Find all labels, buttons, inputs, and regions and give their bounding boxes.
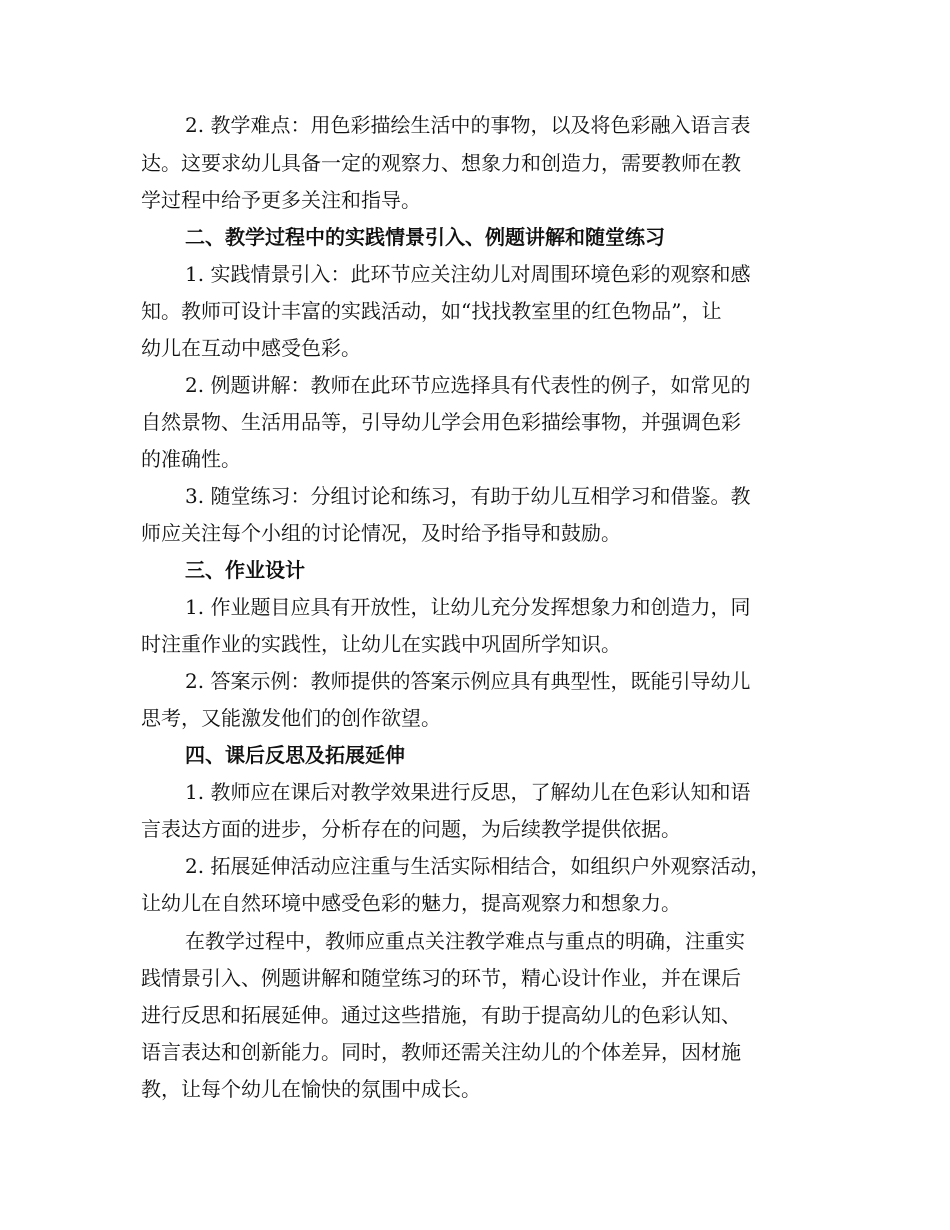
section-heading: 二、教学过程中的实践情景引入、例题讲解和随堂练习 xyxy=(185,225,665,249)
text-line: 践情景引入、例题讲解和随堂练习的环节，精心设计作业，并在课后 xyxy=(141,966,741,990)
text-line: 2. 答案示例：教师提供的答案示例应具有典型性，既能引导幼儿 xyxy=(185,669,751,693)
text-line: 2. 教学难点：用色彩描绘生活中的事物，以及将色彩融入语言表 xyxy=(185,113,751,137)
text-line: 教，让每个幼儿在愉快的氛围中成长。 xyxy=(141,1077,481,1101)
text-line: 让幼儿在自然环境中感受色彩的魅力，提高观察力和想象力。 xyxy=(141,891,681,915)
text-line: 1. 教师应在课后对教学效果进行反思，了解幼儿在色彩认知和语 xyxy=(185,780,751,804)
text-line: 言表达方面的进步，分析存在的问题，为后续教学提供依据。 xyxy=(141,817,681,841)
text-line: 在教学过程中，教师应重点关注教学难点与重点的明确，注重实 xyxy=(185,929,745,953)
text-line: 学过程中给予更多关注和指导。 xyxy=(141,188,421,212)
text-line: 进行反思和拓展延伸。通过这些措施，有助于提高幼儿的色彩认知、 xyxy=(141,1003,741,1027)
section-heading: 四、课后反思及拓展延伸 xyxy=(185,743,405,767)
text-line: 语言表达和创新能力。同时，教师还需关注幼儿的个体差异，因材施 xyxy=(141,1040,741,1064)
text-line: 幼儿在互动中感受色彩。 xyxy=(141,336,361,360)
text-line: 1. 实践情景引入：此环节应关注幼儿对周围环境色彩的观察和感 xyxy=(185,262,751,286)
section-heading: 三、作业设计 xyxy=(185,558,305,582)
text-line: 师应关注每个小组的讨论情况，及时给予指导和鼓励。 xyxy=(141,521,621,545)
text-line: 1. 作业题目应具有开放性，让幼儿充分发挥想象力和创造力，同 xyxy=(185,595,751,619)
text-line: 思考，又能激发他们的创作欲望。 xyxy=(141,706,441,730)
text-line: 2. 拓展延伸活动应注重与生活实际相结合，如组织户外观察活动， xyxy=(185,854,771,878)
text-line: 达。这要求幼儿具备一定的观察力、想象力和创造力，需要教师在教 xyxy=(141,151,741,175)
text-line: 自然景物、生活用品等，引导幼儿学会用色彩描绘事物，并强调色彩 xyxy=(141,410,741,434)
text-line: 2. 例题讲解：教师在此环节应选择具有代表性的例子，如常见的 xyxy=(185,373,751,397)
text-line: 的准确性。 xyxy=(141,447,241,471)
text-line: 知。教师可设计丰富的实践活动，如“找找教室里的红色物品”，让 xyxy=(141,299,722,323)
text-line: 时注重作业的实践性，让幼儿在实践中巩固所学知识。 xyxy=(141,632,621,656)
text-line: 3. 随堂练习：分组讨论和练习，有助于幼儿互相学习和借鉴。教 xyxy=(185,484,751,508)
